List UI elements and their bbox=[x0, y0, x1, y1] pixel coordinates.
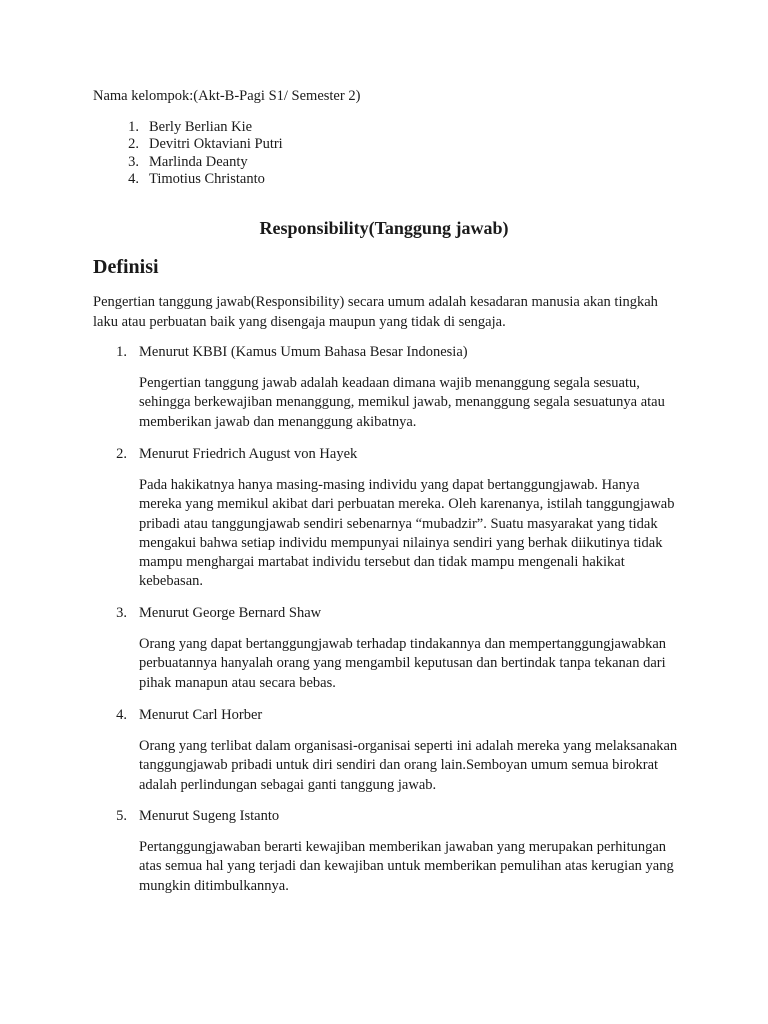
definition-source: Menurut George Bernard Shaw bbox=[139, 605, 322, 621]
list-number: 5. bbox=[116, 808, 127, 824]
definition-source: Menurut Friedrich August von Hayek bbox=[139, 446, 358, 462]
member-name: Marlinda Deanty bbox=[149, 153, 248, 170]
member-name: Devitri Oktaviani Putri bbox=[149, 136, 283, 153]
definition-item bbox=[93, 603, 693, 693]
list-number: 3. bbox=[116, 605, 127, 621]
definition-heading bbox=[93, 705, 693, 725]
member-list bbox=[93, 119, 513, 188]
member-name: Berly Berlian Kie bbox=[149, 119, 253, 135]
definition-source: Menurut KBBI (Kamus Umum Bahasa Besar Indonesia) bbox=[139, 344, 468, 360]
list-number: 3. bbox=[128, 153, 139, 170]
definition-heading bbox=[93, 806, 693, 826]
member-name: Timotius Christanto bbox=[149, 170, 265, 187]
definition-heading bbox=[93, 603, 693, 623]
definition-text: Orang yang dapat bertanggungjawab terhadap tindakannya dan mempertanggungjawabkan perbuatannya hanyalah orang yang mengambil keputusan dan bertindak tanpa tekanan dari pihak manapun atau secara bebas. bbox=[139, 636, 667, 691]
list-number: 1. bbox=[116, 344, 127, 360]
definition-item bbox=[93, 342, 693, 432]
definition-heading bbox=[93, 444, 693, 464]
list-item bbox=[93, 171, 513, 188]
definition-source: Menurut Sugeng Istanto bbox=[139, 808, 280, 824]
page-title: Responsibility(Tanggung jawab) bbox=[259, 218, 509, 238]
list-item bbox=[93, 136, 513, 153]
list-item bbox=[93, 119, 513, 136]
section-heading: Definisi bbox=[93, 256, 159, 278]
definition-text: Orang yang terlibat dalam organisasi-organisai seperti ini adalah mereka yang melaksanakan tanggungjawab pribadi untuk diri sendiri dan orang lain.Semboyan umum semua birokrat adalah perlindungan sebagai ganti tanggung jawab. bbox=[139, 738, 678, 793]
definition-item bbox=[93, 806, 693, 896]
definition-heading bbox=[93, 342, 693, 362]
list-number: 4. bbox=[116, 707, 127, 723]
definition-text: Pengertian tanggung jawab adalah keadaan dimana wajib menanggung segala sesuatu, sehingga berkewajiban menanggung, memikul jawab, menanggung segala sesuatunya atau memberikan jawab dan menanggung akibatnya. bbox=[139, 375, 665, 430]
list-number: 2. bbox=[116, 446, 127, 462]
group-label: Nama kelompok:(Akt-B-Pagi S1/ Semester 2) bbox=[93, 88, 361, 104]
list-number: 2. bbox=[128, 136, 139, 153]
definition-text: Pertanggungjawaban berarti kewajiban memberikan jawaban yang merupakan perhitungan atas semua hal yang terjadi dan kewajiban untuk memberikan pemulihan atas kerugian yang mungkin ditimbulkannya. bbox=[139, 839, 674, 894]
list-number: 1. bbox=[128, 119, 139, 135]
definition-item bbox=[93, 444, 693, 592]
definition-item bbox=[93, 705, 693, 795]
intro-paragraph: Pengertian tanggung jawab(Responsibility) secara umum adalah kesadaran manusia akan tingkah laku atau perbuatan baik yang disengaja maupun yang tidak di sengaja. bbox=[93, 294, 658, 330]
list-number: 4. bbox=[128, 170, 139, 187]
definition-text: Pada hakikatnya hanya masing-masing individu yang dapat bertanggungjawab. Hanya mereka yang memikul akibat dari perbuatan mereka. Oleh karenanya, istilah tanggungjawab pribadi atau tanggungjawab sendiri sebenarnya “mubadzir”. Suatu masyarakat yang tidak mengakui bahwa setiap individu mempunyai nilainya sendiri yang berhak diikutinya tidak mampu menghargai martabat individu tersebut dan tidak mampu mengenali hakikat kebebasan. bbox=[139, 477, 675, 590]
list-item bbox=[93, 154, 513, 171]
definition-source: Menurut Carl Horber bbox=[139, 707, 263, 723]
